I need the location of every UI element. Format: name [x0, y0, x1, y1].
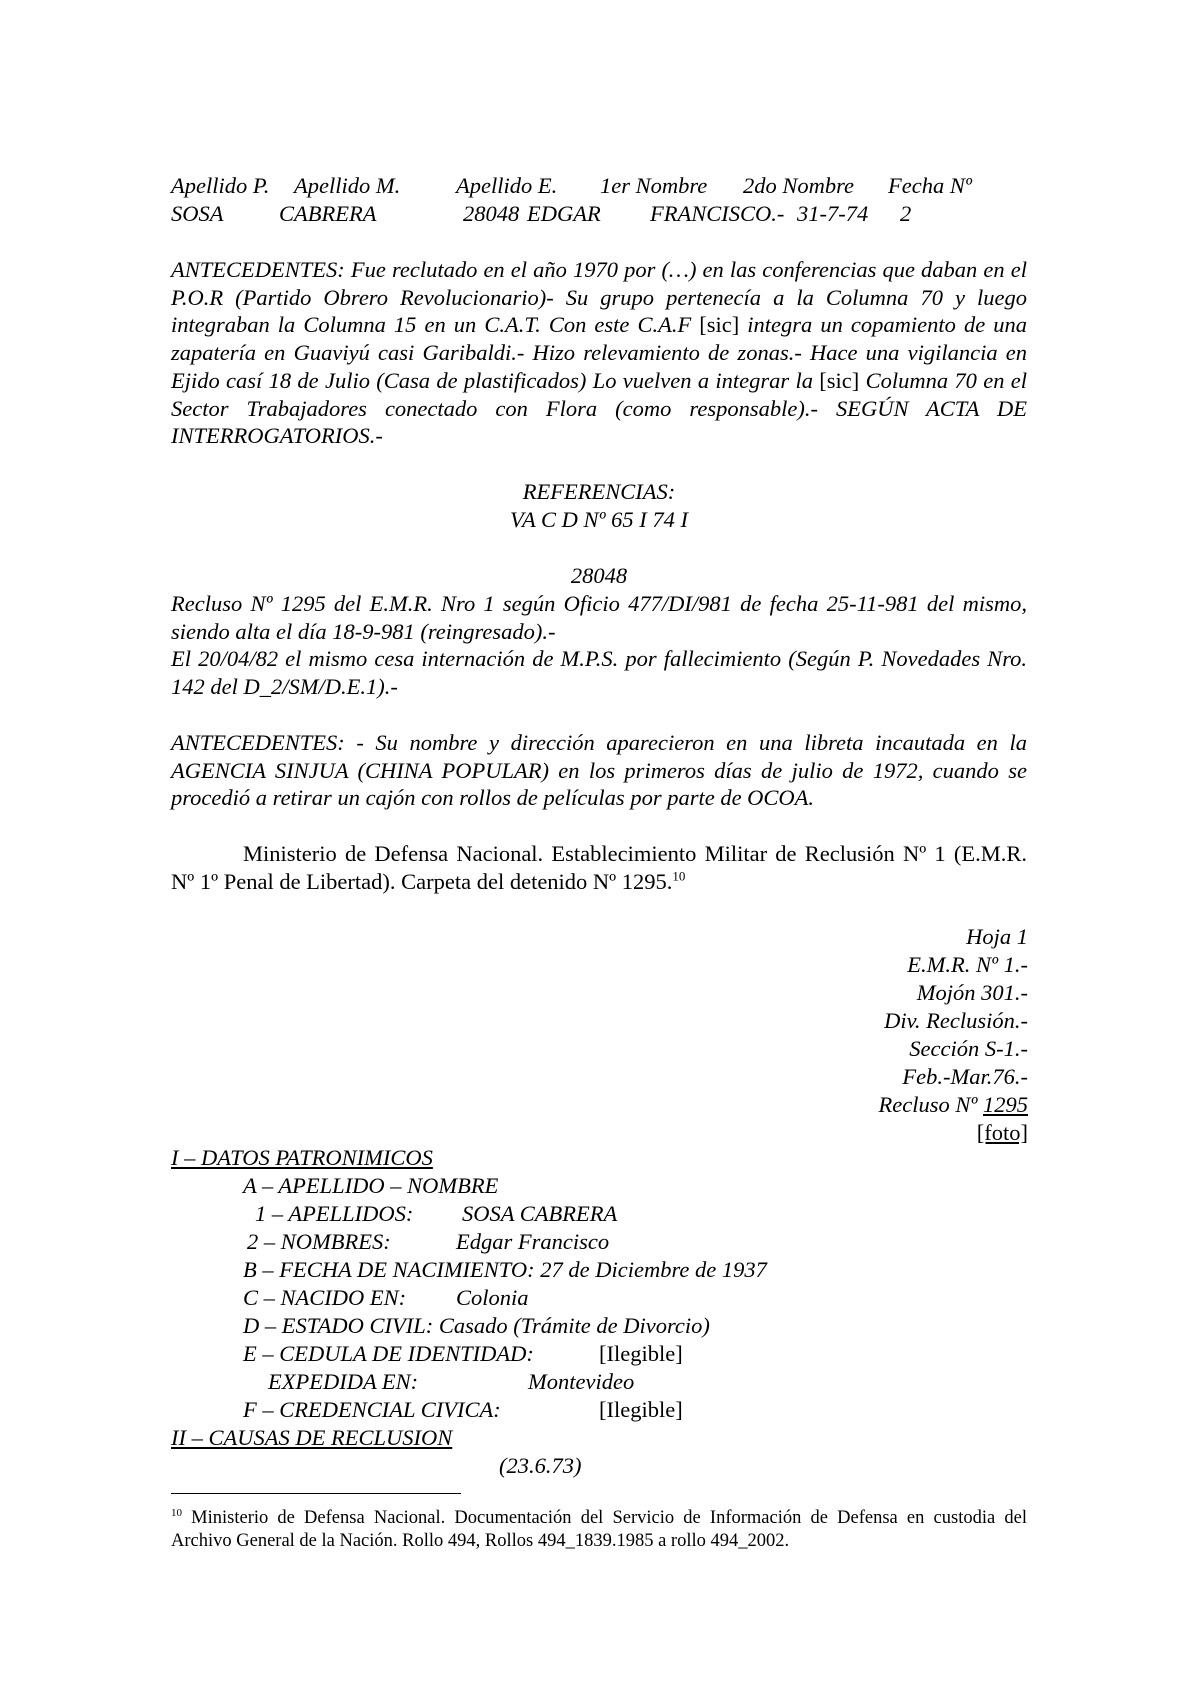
recluso-line	[700, 1091, 1028, 1119]
credencial-label: F – CREDENCIAL CIVICA:	[243, 1397, 501, 1422]
cedula-label: E – CEDULA DE IDENTIDAD:	[243, 1341, 534, 1366]
ministerio-paragraph	[171, 840, 1027, 895]
causas-fecha: (23.6.73)	[499, 1453, 582, 1478]
footnote-text: Ministerio de Defensa Nacional. Documentación del Servicio de Información de Defensa en custodia del Archivo General de la Nación. Rollo 494, Rollos 494_1839.1985 a rollo 494_2002.	[171, 1508, 1027, 1551]
expedida-value: Montevideo	[528, 1369, 635, 1394]
section-datos-patronimicos	[171, 1144, 433, 1172]
section-causas-reclusion	[171, 1424, 452, 1452]
apellido-m-value: CABRERA	[279, 201, 377, 226]
sic-mark-1: [sic]	[699, 312, 740, 338]
apellidos-value: SOSA CABRERA	[462, 1201, 618, 1226]
antecedentes-1-part-3: Columna 70 en el Sector Trabajadores conectado con Flora (como responsable).- SEGÚN ACTA DE INTERROGATORIOS.-	[171, 367, 1028, 449]
recluso-prefix: Recluso Nº	[878, 1092, 983, 1117]
section-2-title: II – CAUSAS DE RECLUSION	[171, 1425, 453, 1450]
seccion-line: Sección S-1.-	[909, 1036, 1028, 1061]
segundo-nombre-value: FRANCISCO.-	[650, 201, 785, 226]
apellidos-label: 1 – APELLIDOS:	[255, 1201, 414, 1226]
fecha-line: Feb.-Mar.76.-	[902, 1064, 1028, 1089]
apellido-p-label: Apellido P.	[171, 173, 270, 198]
footnote-separator	[171, 1493, 461, 1494]
nacido-en-value: Colonia	[456, 1285, 529, 1310]
recluso-paragraph-1: Recluso Nº 1295 del E.M.R. Nro 1 según Oficio 477/DI/981 de fecha 25-11-981 del mismo, siendo alta el día 18-9-981 (reingresado).-	[171, 591, 1027, 644]
apellido-m-label: Apellido M.	[294, 173, 401, 198]
section-1-title: I – DATOS PATRONIMICOS	[171, 1145, 433, 1170]
ministerio-text: Ministerio de Defensa Nacional. Establecimiento Militar de Reclusión Nº 1 (E.M.R. Nº 1º Penal de Libertad). Carpeta del detenido Nº 1295.	[171, 841, 1027, 894]
expedida-label: EXPEDIDA EN:	[268, 1369, 419, 1394]
nacido-en-label: C – NACIDO EN:	[243, 1285, 407, 1310]
footnote-reference: 10	[672, 868, 686, 884]
antecedentes-1-part-2: integra un copamiento de una zapatería en Guaviyú casi Garibaldi.- Hizo relevamiento de zonas.- Hace una vigilancia en Ejido casí 18 de Julio (Casa de plastificados) Lo vuelven a integrar la	[171, 312, 1027, 393]
hoja-line: Hoja 1	[966, 924, 1028, 949]
segundo-nombre-label: 2do Nombre	[743, 173, 855, 198]
antecedentes-paragraph-2: ANTECEDENTES: - Su nombre y dirección aparecieron en una libreta incautada en la AGENCIA SINJUA (CHINA POPULAR) en los primeros días de julio de 1972, cuando se procedió a retirar un cajón con rollos de películas por parte de OCOA.	[171, 730, 1027, 811]
primer-nombre-value: EDGAR	[527, 201, 601, 226]
division-line: Div. Reclusión.-	[884, 1008, 1028, 1033]
recluso-numero: 28048	[570, 563, 628, 588]
antecedentes-paragraph-1	[171, 256, 1027, 450]
footnote	[171, 1507, 1027, 1553]
fecha-label: Fecha Nº	[888, 173, 972, 198]
primer-nombre-label: 1er Nombre	[600, 173, 708, 198]
apellido-p-value: SOSA	[171, 201, 224, 226]
nombres-label: 2 – NOMBRES:	[247, 1229, 391, 1254]
fecha-nacimiento: B – FECHA DE NACIMIENTO: 27 de Diciembre de 1937	[243, 1257, 767, 1282]
apellido-e-label: Apellido E.	[456, 173, 558, 198]
recluso-number: 1295	[983, 1092, 1028, 1117]
estado-civil: D – ESTADO CIVIL: Casado (Trámite de Divorcio)	[243, 1313, 710, 1338]
emr-line: E.M.R. Nº 1.-	[907, 952, 1028, 977]
numero-value: 28048	[463, 201, 520, 226]
mojon-line: Mojón 301.-	[916, 980, 1028, 1005]
sic-mark-2: [sic]	[819, 367, 860, 393]
fecha-value: 31-7-74	[797, 201, 869, 226]
nro-value: 2	[900, 201, 912, 226]
nombres-value: Edgar Francisco	[456, 1229, 610, 1254]
foto-label: [foto]	[976, 1120, 1028, 1145]
cedula-value: [Ilegible]	[599, 1341, 683, 1366]
antecedentes-1-part-1: ANTECEDENTES: Fue reclutado en el año 1970 por (…) en las conferencias que daban en el P.O.R (Partido Obrero Revolucionario)- Su grupo pertenecía a la Columna 70 y luego integraban la Columna 15 en un C.A.T. Con este C.A.F	[171, 257, 1027, 338]
footnote-number: 10	[171, 1506, 182, 1519]
hoja-block	[700, 923, 1028, 1147]
referencias-code: VA C D Nº 65 I 74 I	[509, 507, 688, 532]
apellido-nombre-heading: A – APELLIDO – NOMBRE	[243, 1173, 499, 1198]
credencial-value: [Ilegible]	[599, 1397, 683, 1422]
foto-placeholder	[700, 1119, 1028, 1147]
recluso-paragraph-2: El 20/04/82 el mismo cesa internación de M.P.S. por fallecimiento (Según P. Novedades Nro. 142 del D_2/SM/D.E.1).-	[171, 646, 1027, 699]
referencias-title: REFERENCIAS:	[522, 479, 676, 504]
